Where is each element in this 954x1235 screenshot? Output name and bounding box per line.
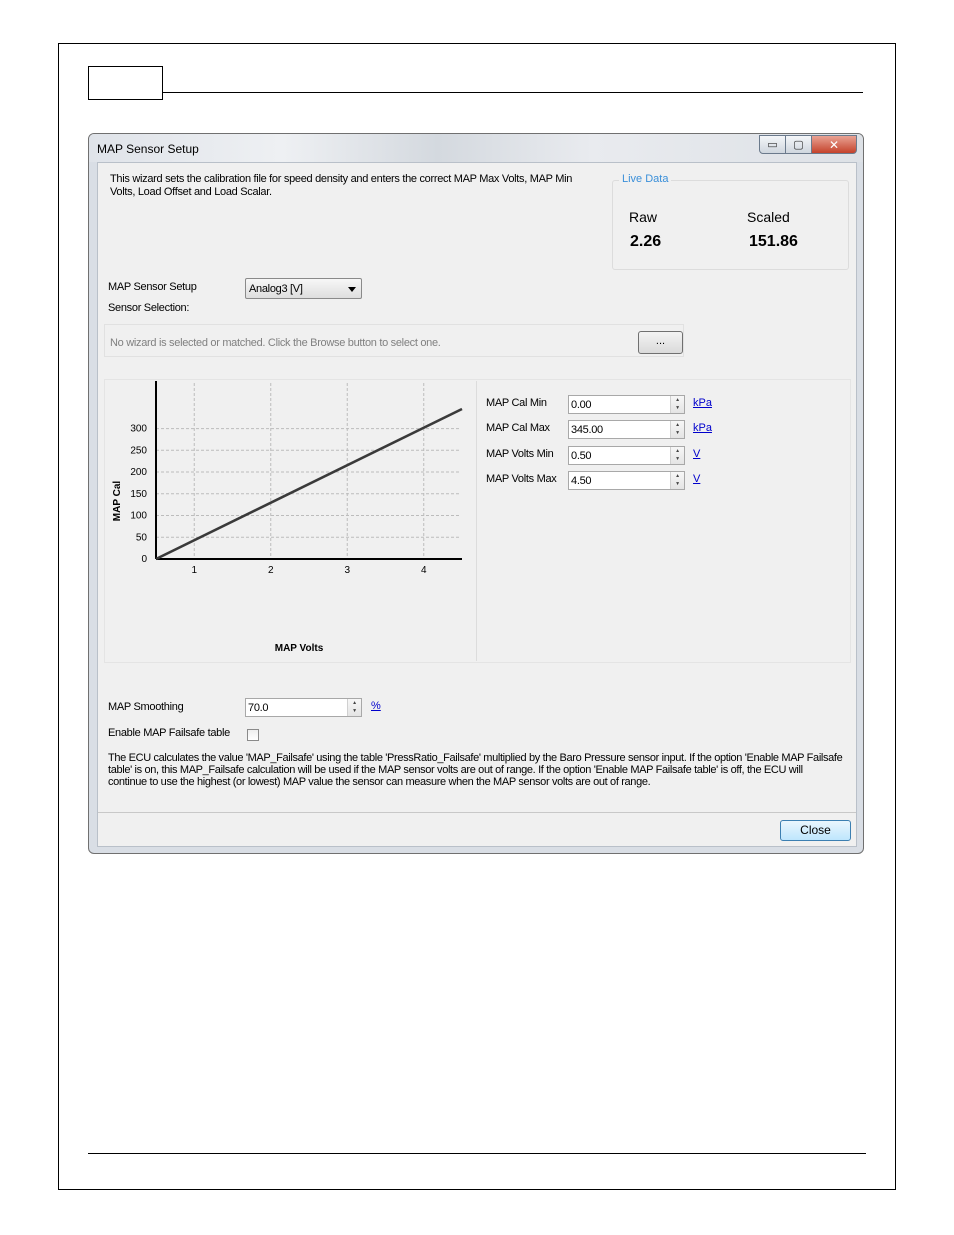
volts-max-input[interactable] — [568, 471, 685, 490]
y-tick-label: 100 — [130, 510, 147, 522]
sensor-input-value: Analog3 [V] — [249, 283, 303, 295]
chart-axes — [156, 381, 462, 559]
maximize-icon: ▢ — [793, 139, 804, 151]
cal-min-unit-link[interactable]: kPa — [693, 397, 712, 409]
live-data-title: Live Data — [619, 173, 671, 185]
dialog-client-area — [97, 162, 857, 847]
title-bar[interactable] — [89, 134, 863, 162]
volts-min-spinner[interactable] — [670, 447, 684, 464]
y-axis-label: MAP Cal — [112, 480, 123, 522]
close-window-button[interactable] — [812, 135, 857, 154]
y-tick-label: 150 — [130, 488, 147, 500]
chevron-down-icon — [348, 287, 356, 292]
spin-up-icon: ▲ — [675, 473, 680, 479]
browse-button[interactable]: ... — [638, 331, 683, 354]
scaled-label: Scaled — [747, 209, 790, 225]
x-tick-label: 1 — [191, 565, 198, 576]
spin-up-icon: ▲ — [675, 397, 680, 403]
spin-down-icon: ▼ — [352, 708, 357, 714]
cal-min-spinner[interactable] — [670, 396, 684, 413]
map-calibration-chart — [106, 381, 470, 659]
spin-down-icon: ▼ — [675, 430, 680, 436]
footer-separator — [98, 812, 856, 813]
x-tick-labels — [191, 565, 427, 576]
volts-max-label: MAP Volts Max — [486, 473, 557, 485]
y-tick-label: 200 — [130, 467, 147, 479]
cal-max-value: 345.00 — [571, 424, 603, 436]
map-sensor-setup-dialog — [88, 133, 864, 854]
failsafe-checkbox[interactable] — [247, 729, 259, 741]
minimize-icon: ▭ — [767, 139, 778, 151]
map-sensor-setup-label: MAP Sensor Setup — [108, 281, 197, 293]
smoothing-unit-link[interactable]: % — [371, 700, 381, 712]
cal-min-label: MAP Cal Min — [486, 397, 547, 409]
cal-max-spinner[interactable] — [670, 421, 684, 438]
header-box — [88, 66, 163, 100]
volts-min-value: 0.50 — [571, 450, 592, 462]
spin-down-icon: ▼ — [675, 456, 680, 462]
intro-text: This wizard sets the calibration file for speed density and enters the correct MAP Max Volts, MAP Min Volts, Load Offset and Load Scalar. — [110, 173, 573, 198]
volts-min-unit-link[interactable]: V — [693, 448, 701, 460]
volts-min-label: MAP Volts Min — [486, 448, 554, 460]
spin-down-icon: ▼ — [675, 481, 680, 487]
maximize-button[interactable] — [786, 135, 812, 154]
x-tick-label: 2 — [267, 565, 274, 576]
close-button[interactable]: Close — [780, 820, 851, 841]
cal-max-label: MAP Cal Max — [486, 422, 550, 434]
spin-up-icon: ▲ — [352, 700, 357, 706]
cal-max-input[interactable] — [568, 420, 685, 439]
raw-value: 2.26 — [630, 233, 662, 250]
chart-grid — [156, 383, 461, 559]
footer-rule — [88, 1153, 866, 1154]
y-tick-labels — [130, 424, 147, 565]
header-rule — [163, 92, 863, 93]
volts-min-input[interactable] — [568, 446, 685, 465]
spin-up-icon: ▲ — [675, 422, 680, 428]
failsafe-description: The ECU calculates the value 'MAP_Failsafe' using the table 'PressRatio_Failsafe' multiplied by the Baro Pressure sensor input. If the option 'Enable MAP Failsafe table' is on, this MAP_Failsafe calculation will be used if the MAP sensor volts are out of range. If the option 'Enable MAP Failsafe table' is off, the ECU will continue to use the highest (or lowest) MAP value the sensor can measure when the MAP sensor volts are out of range. — [108, 752, 843, 788]
minimize-button[interactable] — [759, 135, 786, 154]
raw-label: Raw — [629, 209, 658, 225]
cal-min-value: 0.00 — [571, 399, 592, 411]
wizard-message: No wizard is selected or matched. Click the Browse button to select one. — [110, 337, 441, 349]
calibration-line — [156, 409, 462, 559]
y-tick-label: 0 — [141, 554, 147, 565]
y-tick-label: 250 — [130, 445, 147, 457]
smoothing-spinner[interactable] — [347, 699, 361, 716]
sensor-input-select[interactable] — [245, 278, 362, 299]
x-tick-label: 3 — [344, 565, 351, 576]
smoothing-label: MAP Smoothing — [108, 701, 184, 713]
x-axis-label: MAP Volts — [274, 643, 324, 654]
failsafe-label: Enable MAP Failsafe table — [108, 727, 230, 739]
sensor-selection-label: Sensor Selection: — [108, 302, 190, 314]
x-tick-label: 4 — [420, 565, 427, 576]
panel-divider — [476, 381, 477, 661]
y-tick-label: 300 — [130, 423, 147, 435]
volts-max-unit-link[interactable]: V — [693, 473, 701, 485]
scaled-value: 151.86 — [749, 233, 798, 250]
spin-down-icon: ▼ — [675, 405, 680, 411]
wizard-bar — [104, 324, 684, 357]
cal-max-unit-link[interactable]: kPa — [693, 422, 712, 434]
close-icon: ✕ — [828, 137, 840, 152]
cal-min-input[interactable] — [568, 395, 685, 414]
y-tick-label: 50 — [135, 532, 147, 544]
chart-series — [156, 409, 462, 559]
spin-up-icon: ▲ — [675, 448, 680, 454]
smoothing-input[interactable] — [245, 698, 362, 717]
volts-max-spinner[interactable] — [670, 472, 684, 489]
smoothing-value: 70.0 — [248, 702, 269, 714]
live-data-group — [612, 173, 849, 270]
dialog-title: MAP Sensor Setup — [97, 142, 199, 156]
window-controls — [759, 135, 857, 154]
volts-max-value: 4.50 — [571, 475, 592, 487]
